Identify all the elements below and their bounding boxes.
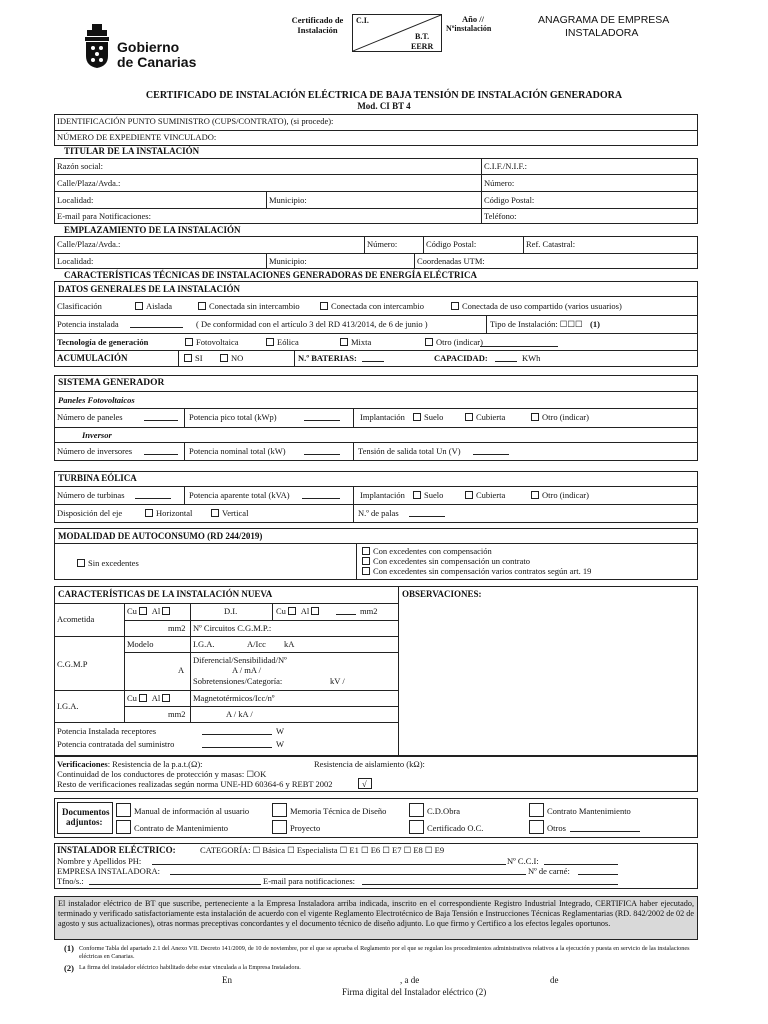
kwh-unit: KWh — [522, 353, 541, 363]
empl-municipio[interactable]: Municipio: — [269, 256, 307, 266]
firma-a-de: , a de — [400, 975, 420, 985]
checkbox[interactable] — [211, 509, 219, 517]
certifica-box — [54, 896, 698, 940]
datos-generales-heading: DATOS GENERALES DE LA INSTALACIÓN — [58, 284, 241, 294]
anagrama-line-2: INSTALADORA — [565, 27, 639, 39]
titular-heading: TITULAR DE LA INSTALACIÓN — [64, 146, 200, 156]
sobretensiones-label[interactable]: Sobretensiones/Categoría: — [193, 676, 283, 686]
num-inversores-input[interactable] — [144, 446, 178, 455]
opt-uso-compartido[interactable] — [451, 302, 622, 311]
opt-fotovoltaica[interactable] — [185, 338, 239, 347]
opt-aislada[interactable] — [135, 302, 172, 311]
empl-calle[interactable]: Calle/Plaza/Avda.: — [57, 239, 121, 249]
potencia-instalada-label: Potencia instalada — [57, 319, 119, 329]
sistema-heading: SISTEMA GENERADOR — [58, 378, 165, 388]
opt-eolica-label: Eólica — [277, 337, 299, 347]
opt-sin-intercambio[interactable] — [198, 302, 300, 311]
empl-localidad[interactable]: Localidad: — [57, 256, 94, 266]
titular-localidad[interactable]: Localidad: — [57, 195, 94, 205]
doc-contrato[interactable] — [116, 820, 228, 834]
checkbox[interactable] — [162, 607, 170, 615]
acumulacion-label: ACUMULACIÓN — [57, 353, 128, 363]
pot-receptores-input[interactable] — [202, 726, 272, 735]
opt-horizontal[interactable] — [145, 509, 192, 518]
checkbox[interactable] — [409, 820, 424, 834]
tfno-input[interactable] — [89, 876, 261, 885]
turbina-opt-cubierta[interactable] — [465, 491, 505, 500]
logo — [62, 18, 202, 78]
circuitos-label[interactable]: Nº Circuitos C.G.M.P.: — [193, 623, 272, 633]
palas-label: N.º de palas — [358, 508, 399, 518]
checkbox[interactable] — [320, 302, 328, 310]
ka-label: kA — [284, 639, 295, 649]
opt-eolica[interactable] — [266, 338, 299, 347]
paneles-heading: Paneles Fotovoltaicos — [58, 395, 135, 405]
opt-horizontal-label: Horizontal — [156, 508, 193, 518]
opt-aislada-label: Aislada — [146, 301, 172, 311]
checkbox[interactable] — [272, 803, 287, 817]
potencia-instalada-input[interactable] — [130, 319, 183, 328]
palas-input[interactable] — [409, 508, 445, 517]
cu-label: Cu — [276, 606, 286, 616]
baterias-label: N.º BATERIAS: — [298, 353, 357, 363]
di-cu-al[interactable] — [276, 607, 322, 616]
checkbox[interactable] — [185, 338, 193, 346]
opt-suelo[interactable] — [413, 413, 443, 422]
di-mm2-input[interactable] — [336, 606, 356, 615]
opt-sin-excedentes-label: Sin excedentes — [88, 558, 139, 568]
doc-proyecto[interactable] — [272, 820, 320, 834]
note-1-number: (1) — [64, 943, 74, 953]
opt-no-label: NO — [231, 353, 244, 363]
disposicion-label: Disposición del eje — [57, 508, 123, 518]
baterias-input[interactable] — [362, 353, 384, 362]
opt-sin-intercambio-label: Conectada sin intercambio — [209, 301, 300, 311]
verificaciones-line[interactable] — [57, 760, 203, 769]
num-turbinas-label: Número de turbinas — [57, 490, 125, 500]
checkbox[interactable] — [413, 413, 421, 421]
num-paneles-input[interactable] — [144, 412, 178, 421]
instalacion-nueva-heading: CARACTERÍSTICAS DE LA INSTALACIÓN NUEVA — [58, 589, 273, 599]
di-label: D.I. — [224, 606, 238, 616]
carne-input[interactable] — [578, 866, 618, 875]
expediente-field[interactable]: NÚMERO DE EXPEDIENTE VINCULADO: — [57, 132, 217, 142]
resto-verificaciones-label: Resto de verificaciones realizadas según norma UNE-HD 60364-6 y REBT 2002 — [57, 779, 333, 789]
al-label: Al — [151, 693, 161, 703]
modelo-label[interactable]: Modelo — [127, 639, 154, 649]
titular-numero[interactable]: Número: — [484, 178, 515, 188]
kv-unit: kV / — [330, 676, 345, 686]
opt-otro-implantacion[interactable] — [531, 413, 589, 422]
otro-tecnologia-input[interactable] — [480, 338, 558, 347]
cgmp-label: C.G.M.P — [57, 659, 88, 669]
empresa-input[interactable] — [170, 866, 526, 875]
doc-certificado-oc-label: Certificado O.C. — [427, 823, 484, 833]
potencia-nominal-input[interactable] — [304, 446, 340, 455]
al-label: Al — [151, 606, 161, 616]
cert-de-instalacion: Certificado de Instalación — [291, 15, 344, 35]
opt-no[interactable] — [220, 354, 243, 363]
cci-label: Nº C.C.I: — [507, 856, 539, 866]
continuidad-label[interactable]: Continuidad de los conductores de protección y masas: ☐OK — [57, 769, 267, 779]
checkbox[interactable] — [362, 547, 370, 555]
doc-memoria[interactable] — [272, 803, 386, 817]
doc-manual-label: Manual de información al usuario — [134, 806, 250, 816]
checkbox[interactable] — [116, 803, 131, 817]
acometida-cu-al[interactable] — [127, 607, 173, 616]
diferencial-units: A / mA / — [232, 665, 262, 675]
titular-email[interactable]: E-mail para Notificaciones: — [57, 211, 151, 221]
checkbox[interactable] — [139, 694, 147, 702]
resto-verificaciones-checkbox[interactable] — [358, 778, 372, 789]
opt-mixta-label: Mixta — [351, 337, 372, 347]
al-label: Al — [300, 606, 310, 616]
emplazamiento-heading: EMPLAZAMIENTO DE LA INSTALACIÓN — [64, 225, 241, 235]
page-subtitle: Mod. CI BT 4 — [357, 101, 411, 111]
doc-manual[interactable] — [116, 803, 249, 817]
autoconsumo-heading: MODALIDAD DE AUTOCONSUMO (RD 244/2019) — [58, 531, 263, 541]
turbina-opt-cubierta-label: Cubierta — [476, 490, 506, 500]
certifica-text: El instalador eléctrico de BT que suscribe, perteneciente a la Empresa Instaladora arriba indicada, inscrito en el correspondiente Registro Industrial Integrado, CERTIFICA haber ejecutado, terminado y verificado satisfactoriamente esta instalación de acuerdo con el vigente Reglamento Electrotécnico de Baja Tensión e Instrucciones Técnicas Reglamentarias (RD. 842/2002 de 02 de agosto y sus actualizaciones), otras normas preceptivas concordantes y el documento técnico de diseño adjunto. Lo que firmo y Certifico a los efectos legales oportunos. — [58, 899, 694, 928]
instalador-email-label: E-mail para notificaciones: — [263, 876, 356, 886]
checkbox[interactable] — [425, 338, 433, 346]
doc-cdobra-label: C.D.Obra — [427, 806, 461, 816]
checkbox[interactable] — [409, 803, 424, 817]
logo-line-2: de Canarias — [117, 54, 197, 70]
potencia-aparente-input[interactable] — [302, 490, 340, 499]
instalador-email-input[interactable] — [362, 876, 618, 885]
opt-sin-excedentes[interactable] — [77, 559, 139, 568]
titular-telefono[interactable]: Teléfono: — [484, 211, 517, 221]
cups-field[interactable]: IDENTIFICACIÓN PUNTO SUMINISTRO (CUPS/CONTRATO), (si procede): — [57, 116, 334, 126]
caracteristicas-heading: CARACTERÍSTICAS TÉCNICAS DE INSTALACIONES GENERADORAS DE ENERGÍA ELÉCTRICA — [64, 270, 478, 280]
empl-cp[interactable]: Código Postal: — [426, 239, 477, 249]
opt-con-compensacion-label: Con excedentes con compensación — [373, 546, 492, 556]
checkbox[interactable] — [198, 302, 206, 310]
potencia-pico-input[interactable] — [304, 412, 340, 421]
opt-vertical[interactable] — [211, 509, 248, 518]
ci-box — [352, 14, 442, 52]
opt-con-intercambio-label: Conectada con intercambio — [331, 301, 424, 311]
doc-certificado-oc[interactable] — [409, 820, 483, 834]
empl-numero[interactable]: Número: — [367, 239, 398, 249]
tipo-instalacion-label: Tipo de Instalación: ☐☐☐ — [490, 319, 583, 329]
num-paneles-label: Número de paneles — [57, 412, 123, 422]
opt-otro-tecnologia[interactable] — [425, 338, 483, 347]
checkbox[interactable] — [362, 567, 370, 575]
aislamiento-label[interactable]: Resistencia de aislamiento (kΩ): — [314, 759, 425, 769]
ci-label: C.I. — [356, 16, 369, 25]
anagrama-line-1: ANAGRAMA DE EMPRESA — [538, 14, 670, 26]
firma-en: En — [222, 975, 232, 985]
opt-otro-label: Otro (indicar) — [436, 337, 483, 347]
checkbox[interactable] — [272, 820, 287, 834]
instalador-heading: INSTALADOR ELÉCTRICO: — [57, 845, 176, 855]
turbina-heading: TURBINA EÓLICA — [58, 473, 137, 483]
opt-sin-compensacion-varios-label: Con excedentes sin compensación varios contratos según art. 19 — [373, 566, 592, 576]
opt-vertical-label: Vertical — [222, 508, 249, 518]
doc-otros-input[interactable] — [570, 823, 640, 832]
opt-mixta[interactable] — [340, 338, 371, 347]
checkbox[interactable] — [451, 302, 459, 310]
opt-con-compensacion[interactable] — [362, 547, 492, 556]
doc-proyecto-label: Proyecto — [290, 823, 321, 833]
checkbox[interactable] — [184, 354, 192, 362]
checkbox[interactable] — [465, 413, 473, 421]
turbina-opt-otro[interactable] — [531, 491, 589, 500]
pot-contratada-label: Potencia contratada del suministro — [57, 739, 175, 749]
iga-mm2-unit: mm2 — [168, 709, 186, 719]
checkbox[interactable] — [362, 557, 370, 565]
checkbox[interactable] — [116, 820, 131, 834]
pot-receptores-unit: W — [276, 726, 285, 736]
titular-cif[interactable]: C.I.F./N.I.F.: — [484, 161, 528, 171]
checkbox[interactable] — [531, 413, 539, 421]
pot-receptores-label: Potencia Instalada receptores — [57, 726, 157, 736]
titular-calle[interactable]: Calle/Plaza/Avda.: — [57, 178, 121, 188]
inversor-heading: Inversor — [82, 430, 112, 440]
tipo-note: (1) — [590, 319, 600, 329]
acometida-label: Acometida — [57, 614, 95, 624]
cci-input[interactable] — [544, 856, 618, 865]
pot-contratada-unit: W — [276, 739, 285, 749]
titular-cp[interactable]: Código Postal: — [484, 195, 535, 205]
opt-fotovoltaica-label: Fotovoltaica — [196, 337, 239, 347]
implantacion-label: Implantación — [360, 412, 405, 422]
titular-municipio[interactable]: Municipio: — [269, 195, 307, 205]
opt-cubierta[interactable] — [465, 413, 505, 422]
num-inversores-label: Número de inversores — [57, 446, 133, 456]
conformidad-note: ( De conformidad con el artículo 3 del RD 413/2014, de 6 de junio ) — [196, 319, 428, 329]
observaciones-heading: OBSERVACIONES: — [402, 589, 482, 599]
cu-label: Cu — [127, 606, 137, 616]
magneto-label[interactable]: Magnetotérmicos/Icc/nº — [193, 693, 275, 703]
bt-label: B.T. — [415, 32, 430, 41]
opt-sin-compensacion-uno[interactable] — [362, 557, 530, 566]
coat-of-arms-icon — [82, 24, 112, 70]
doc-contrato-mant[interactable] — [529, 803, 631, 817]
iga-small-label[interactable]: I.G.A. — [193, 639, 215, 649]
checkbox[interactable] — [465, 491, 473, 499]
verificaciones-label: Verificaciones — [57, 759, 108, 769]
clasificacion-label: Clasificación — [57, 301, 102, 311]
checkbox[interactable] — [266, 338, 274, 346]
checkbox[interactable] — [145, 509, 153, 517]
categoria-options[interactable]: CATEGORÍA: ☐ Básica ☐ Especialista ☐ E1 ☐ E6 ☐ E7 ☐ E8 ☐ E9 — [200, 845, 445, 855]
di-mm2-unit: mm2 — [360, 606, 378, 616]
check-icon: √ — [362, 779, 367, 789]
doc-memoria-label: Memoria Técnica de Diseño — [290, 806, 387, 816]
eerr-label: EERR — [411, 42, 434, 51]
note-2-text: La firma del instalador eléctrico habilitado debe estar vinculada a la Empresa Instaladora. — [79, 964, 301, 971]
opt-cubierta-label: Cubierta — [476, 412, 506, 422]
checkbox[interactable] — [531, 491, 539, 499]
firma-label: Firma digital del Instalador eléctrico (2) — [342, 987, 487, 997]
opt-uso-compartido-label: Conectada de uso compartido (varios usuarios) — [462, 301, 622, 311]
turbina-opt-suelo[interactable] — [413, 491, 443, 500]
page-title: CERTIFICADO DE INSTALACIÓN ELÉCTRICA DE BAJA TENSIÓN DE INSTALACIÓN GENERADORA — [145, 90, 623, 101]
documentos-label-1: Documentos — [62, 807, 110, 817]
potencia-aparente-label: Potencia aparente total (kVA) — [189, 490, 290, 500]
tecnologia-label: Tecnología de generación — [57, 337, 149, 347]
turbina-opt-otro-label: Otro (indicar) — [542, 490, 589, 500]
opt-suelo-label: Suelo — [424, 412, 444, 422]
doc-otros-label: Otros — [547, 823, 566, 833]
empl-utm[interactable]: Coordenadas UTM: — [417, 256, 485, 266]
ano-label: Año // — [462, 14, 484, 24]
resistencia-pat-label: : Resistencia de la p.a.t.(Ω): — [107, 759, 203, 769]
pot-contratada-input[interactable] — [202, 739, 272, 748]
turbina-opt-suelo-label: Suelo — [424, 490, 444, 500]
note-1-text: Conforme Tabla del apartado 2.1 del Anexo VII. Decreto 141/2009, de 10 de noviembre, por el que se aprueba el Reglamento por el que se regulan los procedimientos administrativos relativos a la ejecución y puesta en servicio de las instalaciones eléctricas en Canarias. — [79, 945, 690, 960]
empl-catastral[interactable]: Ref. Catastral: — [526, 239, 576, 249]
checkbox[interactable] — [529, 820, 544, 834]
iga-cu-al[interactable] — [127, 694, 173, 703]
nombre-label: Nombre y Apellidos PH: — [57, 856, 142, 866]
checkbox[interactable] — [311, 607, 319, 615]
carne-label: Nº de carné: — [528, 866, 570, 876]
turbina-implantacion-label: Implantación — [360, 490, 405, 500]
documentos-label-2: adjuntos: — [66, 817, 103, 827]
num-turbinas-input[interactable] — [135, 490, 171, 499]
a-icc-label: A/Icc — [247, 639, 266, 649]
checkbox[interactable] — [413, 491, 421, 499]
checkbox[interactable] — [288, 607, 296, 615]
empresa-label: EMPRESA INSTALADORA: — [57, 866, 160, 876]
tfno-label: Tfno/s.: — [57, 876, 84, 886]
opt-sin-compensacion-uno-label: Con excedentes sin compensación un contrato — [373, 556, 530, 566]
cgmp-a-unit: A — [178, 665, 185, 675]
checkbox[interactable] — [77, 559, 85, 567]
note-2-number: (2) — [64, 963, 74, 973]
doc-otros[interactable] — [529, 820, 566, 834]
opt-si-label: SI — [195, 353, 203, 363]
diferencial-label[interactable]: Diferencial/Sensibilidad/Nº — [193, 655, 287, 665]
capacidad-input[interactable] — [495, 353, 517, 362]
opt-otro-implantacion-label: Otro (indicar) — [542, 412, 589, 422]
doc-cdobra[interactable] — [409, 803, 460, 817]
doc-contrato-label: Contrato de Mantenimiento — [134, 823, 228, 833]
logo-line-1: Gobierno — [117, 39, 180, 55]
capacidad-label: CAPACIDAD: — [434, 353, 488, 363]
opt-sin-compensacion-varios[interactable] — [362, 567, 591, 576]
checkbox[interactable] — [220, 354, 228, 362]
acometida-mm2-unit: mm2 — [168, 623, 186, 633]
firma-de: de — [550, 975, 559, 985]
titular-razon[interactable]: Razón social: — [57, 161, 104, 171]
checkbox[interactable] — [135, 302, 143, 310]
tension-input[interactable] — [473, 446, 509, 455]
nombre-input[interactable] — [152, 856, 506, 865]
tension-label: Tensión de salida total Un (V) — [358, 446, 461, 456]
potencia-pico-label: Potencia pico total (kWp) — [189, 412, 277, 422]
opt-si[interactable] — [184, 354, 203, 363]
opt-con-intercambio[interactable] — [320, 302, 424, 311]
cu-label: Cu — [127, 693, 137, 703]
checkbox[interactable] — [139, 607, 147, 615]
doc-contrato-mant-label: Contrato Mantenimiento — [547, 806, 631, 816]
n-instalacion-label: Nºinstalación — [446, 24, 492, 33]
checkbox[interactable] — [162, 694, 170, 702]
magneto-units: A / kA / — [226, 709, 253, 719]
checkbox[interactable] — [529, 803, 544, 817]
iga-label: I.G.A. — [57, 701, 79, 711]
checkbox[interactable] — [340, 338, 348, 346]
potencia-nominal-label: Potencia nominal total (kW) — [189, 446, 286, 456]
